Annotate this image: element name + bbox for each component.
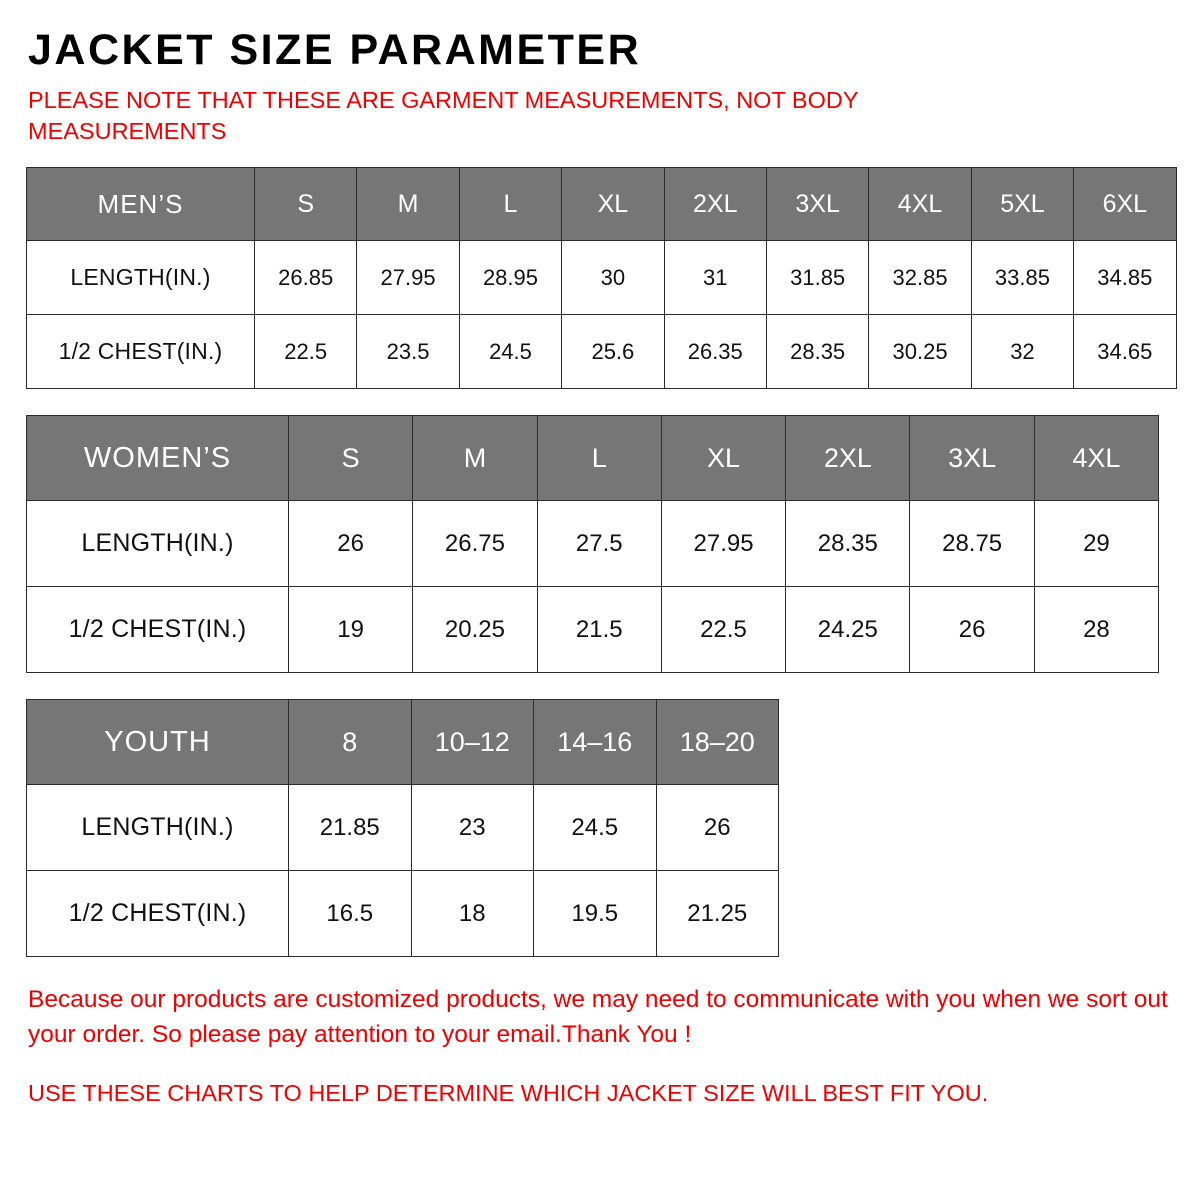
mens-size-header: 3XL — [766, 168, 868, 241]
cell: 18 — [411, 871, 534, 957]
womens-size-table — [26, 415, 1159, 673]
youth-size-table — [26, 699, 779, 957]
cell: 30 — [562, 241, 664, 315]
youth-size-header: 18–20 — [656, 700, 779, 785]
womens-size-header: 2XL — [786, 416, 910, 501]
cell: 22.5 — [255, 315, 357, 389]
cell: 26.75 — [413, 501, 537, 587]
cell: 34.85 — [1074, 241, 1176, 315]
mens-size-header: S — [255, 168, 357, 241]
cell: 21.85 — [289, 785, 412, 871]
row-label: LENGTH(IN.) — [27, 501, 289, 587]
row-label: 1/2 CHEST(IN.) — [27, 587, 289, 673]
cell: 26.85 — [255, 241, 357, 315]
cell: 27.95 — [357, 241, 459, 315]
cell: 28 — [1034, 587, 1158, 673]
mens-size-header: 5XL — [971, 168, 1073, 241]
cell: 20.25 — [413, 587, 537, 673]
womens-size-header: L — [537, 416, 661, 501]
cell: 28.95 — [459, 241, 561, 315]
cell: 19.5 — [534, 871, 657, 957]
cell: 31 — [664, 241, 766, 315]
mens-size-header: 2XL — [664, 168, 766, 241]
youth-size-header: 10–12 — [411, 700, 534, 785]
row-label: 1/2 CHEST(IN.) — [27, 315, 255, 389]
table-row — [27, 315, 1177, 389]
cell: 25.6 — [562, 315, 664, 389]
cell: 27.5 — [537, 501, 661, 587]
cell: 26.35 — [664, 315, 766, 389]
garment-measurement-note: PLEASE NOTE THAT THESE ARE GARMENT MEASUREMENTS, NOT BODY MEASUREMENTS — [28, 87, 859, 145]
cell: 23.5 — [357, 315, 459, 389]
mens-size-header: XL — [562, 168, 664, 241]
page-title: JACKET SIZE PARAMETER — [28, 26, 642, 74]
cell: 28.35 — [786, 501, 910, 587]
table-row — [27, 241, 1177, 315]
table-row — [27, 785, 779, 871]
table-row — [27, 587, 1159, 673]
row-label: 1/2 CHEST(IN.) — [27, 871, 289, 957]
cell: 31.85 — [766, 241, 868, 315]
womens-size-header: 4XL — [1034, 416, 1158, 501]
cell: 28.35 — [766, 315, 868, 389]
youth-category-label: YOUTH — [27, 700, 289, 785]
youth-size-header: 8 — [289, 700, 412, 785]
cell: 30.25 — [869, 315, 971, 389]
mens-category-label: MEN’S — [27, 168, 255, 241]
mens-size-header: 6XL — [1074, 168, 1176, 241]
cell: 16.5 — [289, 871, 412, 957]
row-label: LENGTH(IN.) — [27, 785, 289, 871]
customization-note: Because our products are customized products, we may need to communicate with you when we sort out your order. So please pay attention to your email.Thank You ! — [28, 986, 1168, 1048]
cell: 34.65 — [1074, 315, 1176, 389]
womens-size-header: S — [289, 416, 413, 501]
chart-usage-note: USE THESE CHARTS TO HELP DETERMINE WHICH JACKET SIZE WILL BEST FIT YOU. — [28, 1079, 989, 1106]
mens-size-header: L — [459, 168, 561, 241]
womens-size-header: M — [413, 416, 537, 501]
womens-size-header: 3XL — [910, 416, 1034, 501]
womens-size-header: XL — [661, 416, 785, 501]
mens-size-header: 4XL — [869, 168, 971, 241]
cell: 32.85 — [869, 241, 971, 315]
cell: 24.5 — [534, 785, 657, 871]
cell: 24.5 — [459, 315, 561, 389]
cell: 24.25 — [786, 587, 910, 673]
cell: 19 — [289, 587, 413, 673]
table-header-row — [27, 168, 1177, 241]
cell: 33.85 — [971, 241, 1073, 315]
womens-category-label: WOMEN’S — [27, 416, 289, 501]
cell: 26 — [656, 785, 779, 871]
row-label: LENGTH(IN.) — [27, 241, 255, 315]
cell: 22.5 — [661, 587, 785, 673]
mens-size-header: M — [357, 168, 459, 241]
cell: 23 — [411, 785, 534, 871]
cell: 32 — [971, 315, 1073, 389]
cell: 27.95 — [661, 501, 785, 587]
table-row — [27, 501, 1159, 587]
table-header-row — [27, 700, 779, 785]
mens-size-table — [26, 167, 1177, 389]
table-row — [27, 871, 779, 957]
cell: 21.25 — [656, 871, 779, 957]
cell: 21.5 — [537, 587, 661, 673]
cell: 28.75 — [910, 501, 1034, 587]
cell: 29 — [1034, 501, 1158, 587]
youth-size-header: 14–16 — [534, 700, 657, 785]
cell: 26 — [910, 587, 1034, 673]
cell: 26 — [289, 501, 413, 587]
table-header-row — [27, 416, 1159, 501]
